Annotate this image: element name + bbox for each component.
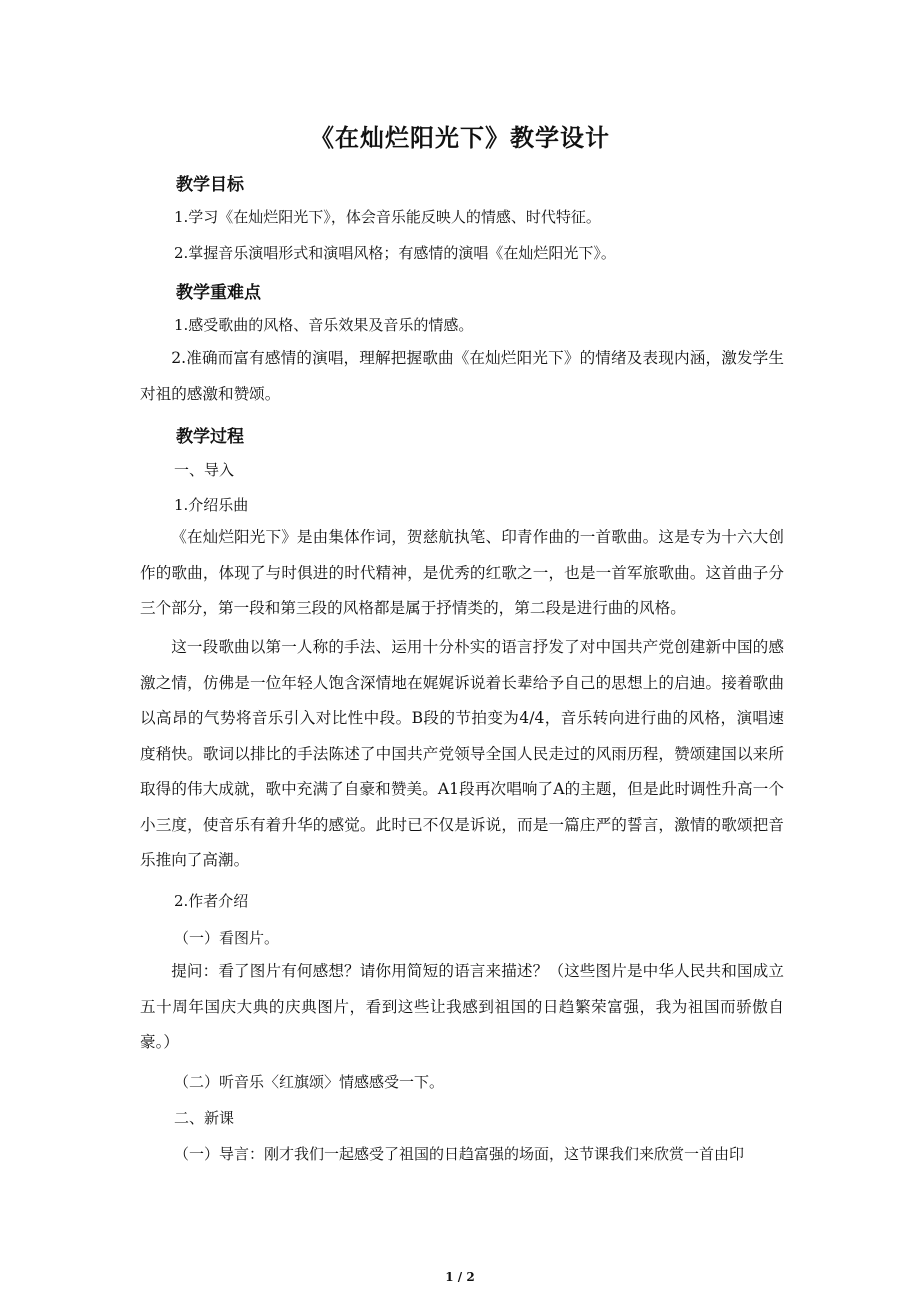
paragraph-2: 这一段歌曲以第一人称的手法、运用十分朴实的语言抒发了对中国共产党创建新中国的感激之情，仿佛是一位年轻人饱含深情地在娓娓诉说着长辈给予自己的思想上的启迪。接着歌曲以高昂的气势将音乐引入对比性中段。B段的节拍变为4/4，音乐转向进行曲的风格，演唱速度稍快。歌词以排比的手法陈述了中国共产党领导全国人民走过的风雨历程，赞颂建国以来所取得的伟大成就，歌中充满了自豪和赞美。A1段再次唱响了A的主题，但是此时调性升高一个小三度，使音乐有着升华的感觉。此时已不仅是诉说，而是一篇庄严的誓言，激情的歌颂把音乐推向了高潮。 [140, 638, 784, 869]
goal-item-1: 1.学习《在灿烂阳光下》，体会音乐能反映人的情感、时代特征。 [174, 208, 601, 226]
document-title: 《在灿烂阳光下》教学设计 [310, 124, 610, 152]
heading-teaching-goals: 教学目标 [176, 175, 244, 195]
goal-item-2: 2.掌握音乐演唱形式和演唱风格；有感情的演唱《在灿烂阳光下》。 [174, 244, 616, 262]
subheading-listen-music: （二）听音乐〈红旗颂〉情感感受一下。 [174, 1073, 445, 1091]
subheading-introduce-song: 1.介绍乐曲 [174, 496, 249, 514]
key-point-2: 2.准确而富有感情的演唱，理解把握歌曲《在灿烂阳光下》的情绪及表现内涵，激发学生对祖的感激和赞颂。 [140, 349, 784, 403]
subheading-new-lesson: 二、新课 [174, 1109, 235, 1127]
paragraph-4: （一）导言：刚才我们一起感受了祖国的日趋富强的场面，这节课我们来欣赏一首由印 [174, 1145, 745, 1163]
paragraph-1: 《在灿烂阳光下》是由集体作词，贺慈航执笔、印青作曲的一首歌曲。这是专为十六大创作的歌曲，体现了与时俱进的时代精神，是优秀的红歌之一，也是一首军旅歌曲。这首曲子分三个部分，第一段和第三段的风格都是属于抒情类的，第二段是进行曲的风格。 [140, 528, 784, 617]
page-number: 1 / 2 [445, 1270, 475, 1284]
subheading-author: 2.作者介绍 [174, 892, 249, 910]
heading-teaching-process: 教学过程 [176, 427, 244, 447]
paragraph-song-analysis [140, 630, 784, 879]
paragraph-song-intro [140, 520, 784, 627]
paragraph-3: 提问：看了图片有何感想？请你用简短的语言来描述？（这些图片是中华人民共和国成立五十周年国庆大典的庆典图片，看到这些让我感到祖国的日趋繁荣富强，我为祖国而骄傲自豪。） [140, 962, 784, 1051]
subheading-view-pictures: （一）看图片。 [174, 929, 280, 947]
subheading-intro: 一、导入 [174, 461, 235, 479]
paragraph-question [140, 954, 784, 1061]
key-point-2-block [140, 341, 784, 412]
key-point-1: 1.感受歌曲的风格、音乐效果及音乐的情感。 [174, 316, 474, 334]
heading-key-points: 教学重难点 [176, 283, 261, 303]
